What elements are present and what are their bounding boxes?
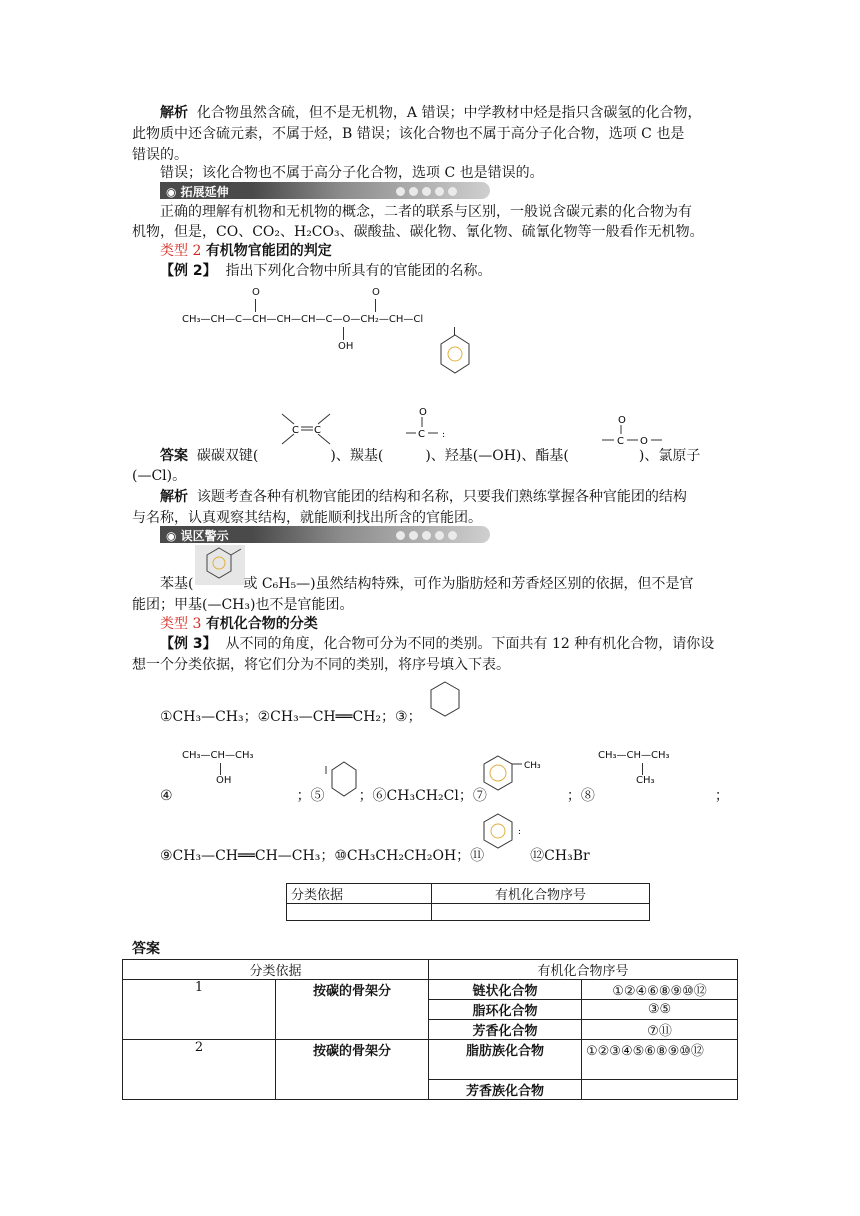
answer-3-label: 答案 [132, 941, 160, 957]
answer-category: 链状化合物 [429, 980, 582, 1000]
answer-2-line-1: 答案 碳碳双键( )、羰基( )、羟基(—OH)、酯基( )、氯原子 [160, 448, 701, 464]
svg-text::: : [518, 827, 522, 837]
svg-text:O: O [618, 415, 626, 426]
blank-classification-table [286, 883, 650, 921]
compound-list-row-2: ④ ；⑤ ；⑥CH₃CH₂Cl；⑦ ；⑧ ； [160, 788, 729, 804]
banner-dots [396, 529, 461, 543]
analysis-2-line-1: 解析 该题考查各种有机物官能团的结构和名称，只要我们熟练掌握各种官能团的结构 [160, 489, 687, 505]
ester-structure-icon [598, 414, 670, 448]
analysis-1-line-2: 此物质中还含硫元素，不属于烃，B 错误；该化合物也不属于高分子化合物，选项 C 也是 [132, 126, 685, 142]
svg-text:O: O [419, 407, 427, 418]
section-banner-extend: ◉ 拓展延伸 [160, 182, 490, 199]
blank-table-header-ids: 有机化合物序号 [432, 884, 650, 904]
analysis-1-line-3: 错误的。 [132, 147, 188, 163]
double-bond-structure-icon [278, 412, 338, 446]
carbonyl-structure-icon [402, 406, 448, 442]
answer-table-header-ids: 有机化合物序号 [429, 960, 738, 980]
analysis-label: 解析 [160, 105, 188, 121]
answer-classification-table [122, 959, 738, 1100]
answer-row-2-basis: 按碳的骨架分 [276, 1040, 429, 1100]
answer-row-1-basis: 按碳的骨架分 [276, 980, 429, 1040]
analysis-2-line-2: 与名称，认真观察其结构，就能顺利找出所含的官能团。 [132, 510, 482, 526]
banner-dots [396, 185, 461, 199]
svg-text:O: O [640, 436, 648, 447]
svg-text:C: C [418, 429, 425, 440]
answer-category: 芳香化合物 [429, 1020, 582, 1040]
answer-ids: ⑦⑪ [582, 1020, 738, 1040]
benzene-ring-icon [439, 333, 471, 375]
example-2: 【例 2】 指出下列化合物中所具有的官能团的名称。 [160, 263, 492, 279]
answer-ids [582, 1080, 738, 1100]
isobutane-structure: CH₃—CH—CH₃ CH₃ [598, 750, 670, 786]
type-3-heading: 类型 3 有机化合物的分类 [160, 616, 318, 632]
svg-text:C: C [617, 436, 624, 447]
example-3-line-1: 【例 3】 从不同的角度，化合物可分为不同的类别。下面共有 12 种有机化合物，请你设 [160, 636, 715, 652]
answer-category: 脂肪族化合物 [429, 1040, 582, 1080]
answer-category: 脂环化合物 [429, 1000, 582, 1020]
svg-text:C: C [314, 425, 321, 436]
svg-text:C: C [292, 425, 299, 436]
blank-table-cell[interactable] [432, 904, 650, 921]
example-2-molecule: O O CH₃—CH—C—CH—CH—CH—C—O—CH₂—CH—Cl OH [182, 287, 512, 387]
warning-line-1: 苯基( 或 C₆H₅—)虽然结构特殊，可作为脂肪烃和芳香烃区别的依据，但不是官 [160, 576, 694, 592]
isopropanol-structure: CH₃—CH—CH₃ OH [182, 750, 254, 786]
analysis-1-line-1: 解析 化合物虽然含硫，但不是无机物，A 错误；中学教材中烃是指只含碳氢的化合物， [160, 105, 702, 121]
compound-list-row-1: ①CH₃—CH₃；②CH₃—CH══CH₂；③； [160, 709, 422, 725]
answer-ids: ③⑤ [582, 1000, 738, 1020]
answer-row-1-number: 1 [123, 980, 276, 1040]
compound-list-row-3: ⑨CH₃—CH══CH—CH₃；⑩CH₃CH₂CH₂OH；⑪ ⑫CH₃Br [160, 848, 590, 864]
extend-line-1: 正确的理解有机物和无机物的概念，二者的联系与区别，一般说含碳元素的化合物为有 [160, 204, 692, 220]
answer-ids: ①②④⑥⑧⑨⑩⑫ [582, 980, 738, 1000]
analysis-1-line-4: 错误；该化合物也不属于高分子化合物，选项 C 也是错误的。 [160, 165, 544, 181]
svg-text:CH₃: CH₃ [524, 761, 541, 771]
blank-table-header-basis: 分类依据 [287, 884, 432, 904]
extend-line-2: 机物，但是，CO、CO₂、H₂CO₃、碳酸盐、碳化物、氰化物、硫氰化物等一般看作无机物。 [132, 224, 704, 240]
answer-2-line-2: (—Cl)。 [132, 468, 187, 484]
blank-table-cell[interactable] [287, 904, 432, 921]
answer-category: 芳香族化合物 [429, 1080, 582, 1100]
example-3-line-2: 想一个分类依据，将它们分为不同的类别，将序号填入下表。 [132, 657, 510, 673]
answer-ids: ①②③④⑤⑥⑧⑨⑩⑫ [582, 1040, 738, 1080]
svg-text::: : [442, 430, 446, 440]
section-banner-warning: ◉ 误区警示 [160, 526, 490, 543]
answer-row-2-number: 2 [123, 1040, 276, 1100]
type-2-heading: 类型 2 有机物官能团的判定 [160, 243, 332, 259]
answer-table-header-basis: 分类依据 [123, 960, 429, 980]
warning-line-2: 能团；甲基(—CH₃)也不是官能团。 [132, 597, 354, 613]
